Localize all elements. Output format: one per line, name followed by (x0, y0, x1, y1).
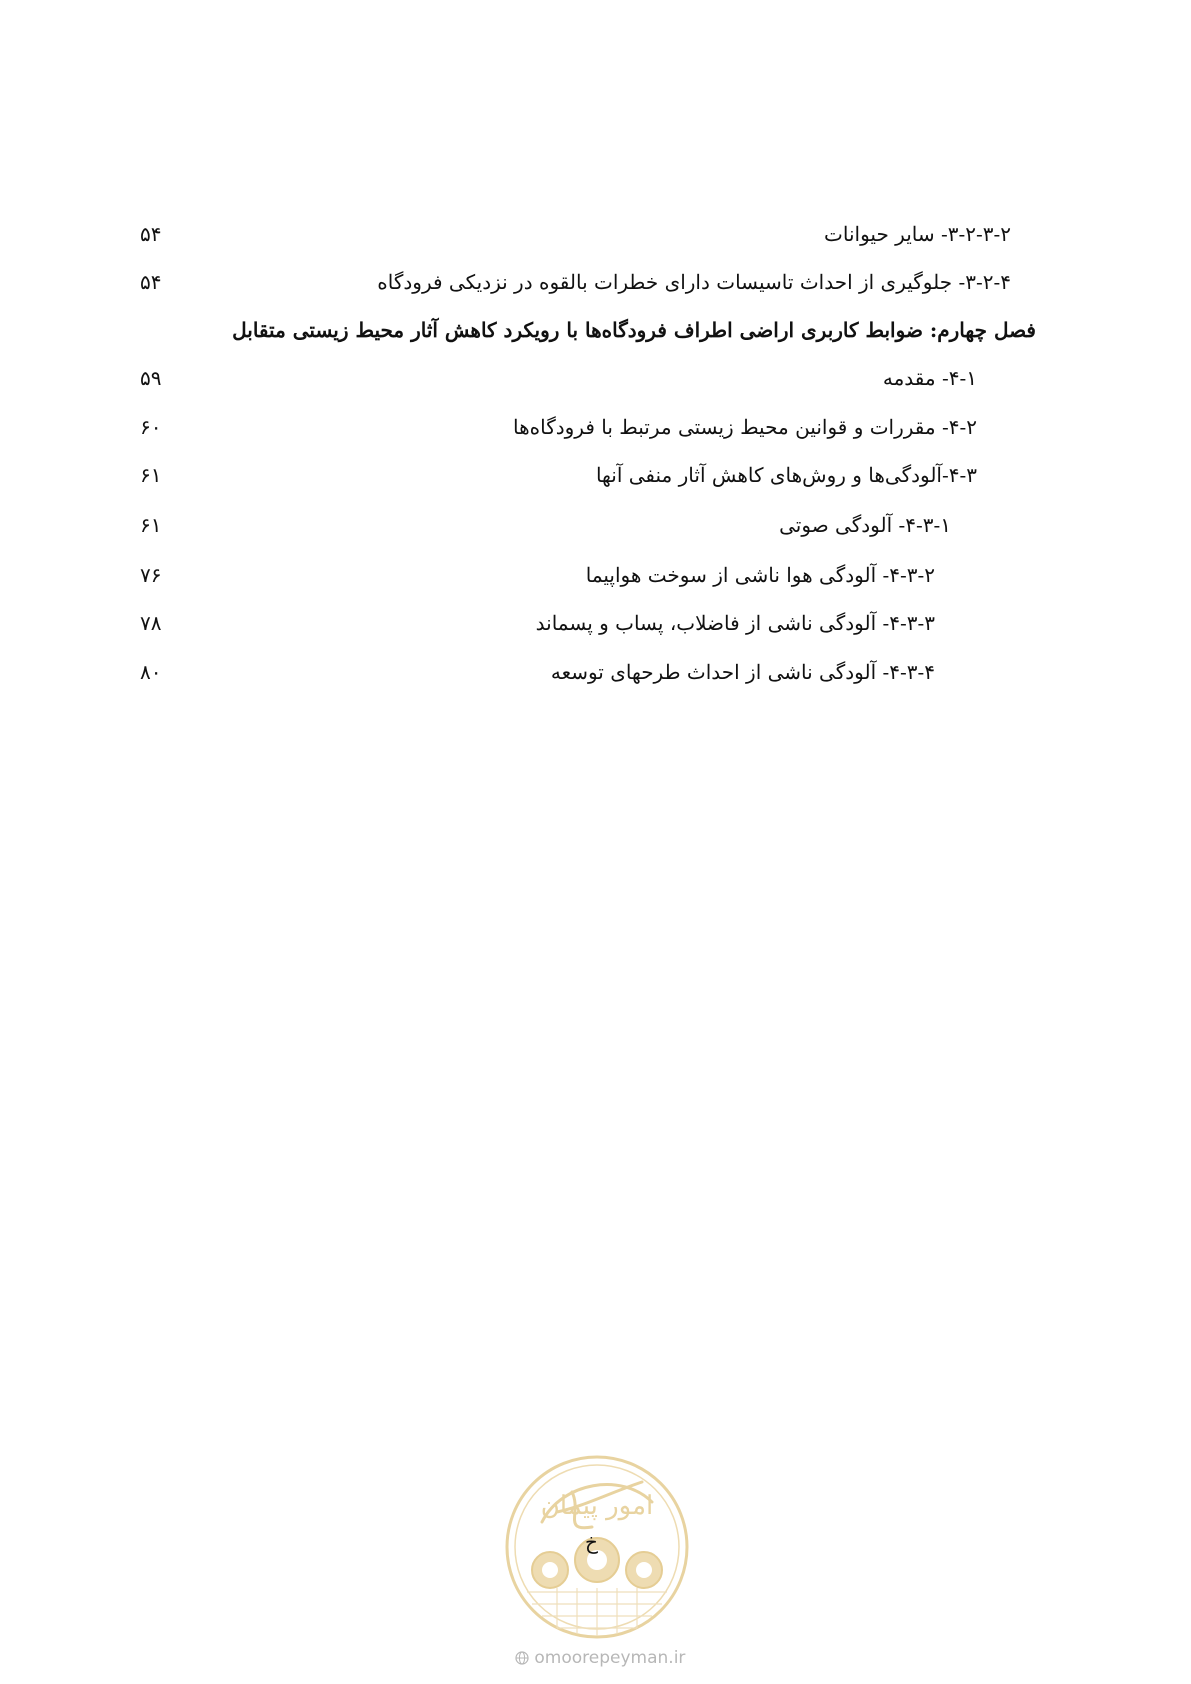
toc-entry-page: ۶۱ (140, 463, 162, 487)
toc-entry[interactable] (0, 455, 1191, 495)
toc-entry-title: ۴-۲- مقررات و قوانین محیط زیستی مرتبط با فرودگاه‌ها (512, 415, 977, 439)
globe-icon (515, 1651, 529, 1665)
toc-entry-page: ۸۰ (140, 660, 162, 684)
toc-entry-title: ۴-۳-۳- آلودگی ناشی از فاضلاب، پساب و پسماند (535, 611, 935, 635)
toc-entry-page: ۵۹ (140, 366, 162, 390)
page-number: خ (585, 1530, 598, 1554)
toc-entry[interactable] (0, 407, 1191, 447)
toc-entry-page: ۶۰ (140, 415, 162, 439)
toc-entry-page: ۷۸ (140, 611, 162, 635)
toc-entry-title: ۳-۲-۴- جلوگیری از احداث تاسیسات دارای خطرات بالقوه در نزدیکی فرودگاه (377, 270, 1011, 294)
watermark-url (515, 1648, 685, 1668)
table-of-contents (0, 0, 1191, 760)
toc-entry-page: ۶۱ (140, 513, 162, 537)
logo-text: امور پیمان (540, 1491, 654, 1521)
toc-entry-page: ۵۴ (140, 222, 162, 246)
toc-entry-title: ۴-۳-۴- آلودگی ناشی از احداث طرحهای توسعه (550, 660, 935, 684)
toc-entry[interactable] (0, 555, 1191, 595)
toc-entry[interactable] (0, 652, 1191, 692)
toc-entry-title: ۴-۳-۱- آلودگی صوتی (779, 513, 951, 537)
toc-entry-page: ۵۴ (140, 270, 162, 294)
toc-entry-title: ۴-۱- مقدمه (882, 366, 977, 390)
toc-chapter-title: فصل چهارم: ضوابط کاربری اراضی اطراف فرودگاه‌ها با رویکرد کاهش آثار محیط زیستی متقابل (232, 318, 1036, 342)
watermark-url-text: omoorepeyman.ir (534, 1648, 686, 1668)
toc-entry[interactable] (0, 262, 1191, 302)
toc-entry-title: ۳-۲-۳-۲- سایر حیوانات (824, 222, 1011, 246)
toc-entry[interactable] (0, 603, 1191, 643)
toc-entry-title: ۴-۳-۲- آلودگی هوا ناشی از سوخت هواپیما (585, 563, 935, 587)
toc-entry-title: ۴-۳-آلودگی‌ها و روش‌های کاهش آثار منفی آنها (595, 463, 977, 487)
toc-entry[interactable] (0, 214, 1191, 254)
toc-entry-page: ۷۶ (140, 563, 162, 587)
toc-chapter-heading[interactable] (0, 310, 1191, 350)
toc-entry[interactable] (0, 505, 1191, 545)
toc-entry[interactable] (0, 358, 1191, 398)
